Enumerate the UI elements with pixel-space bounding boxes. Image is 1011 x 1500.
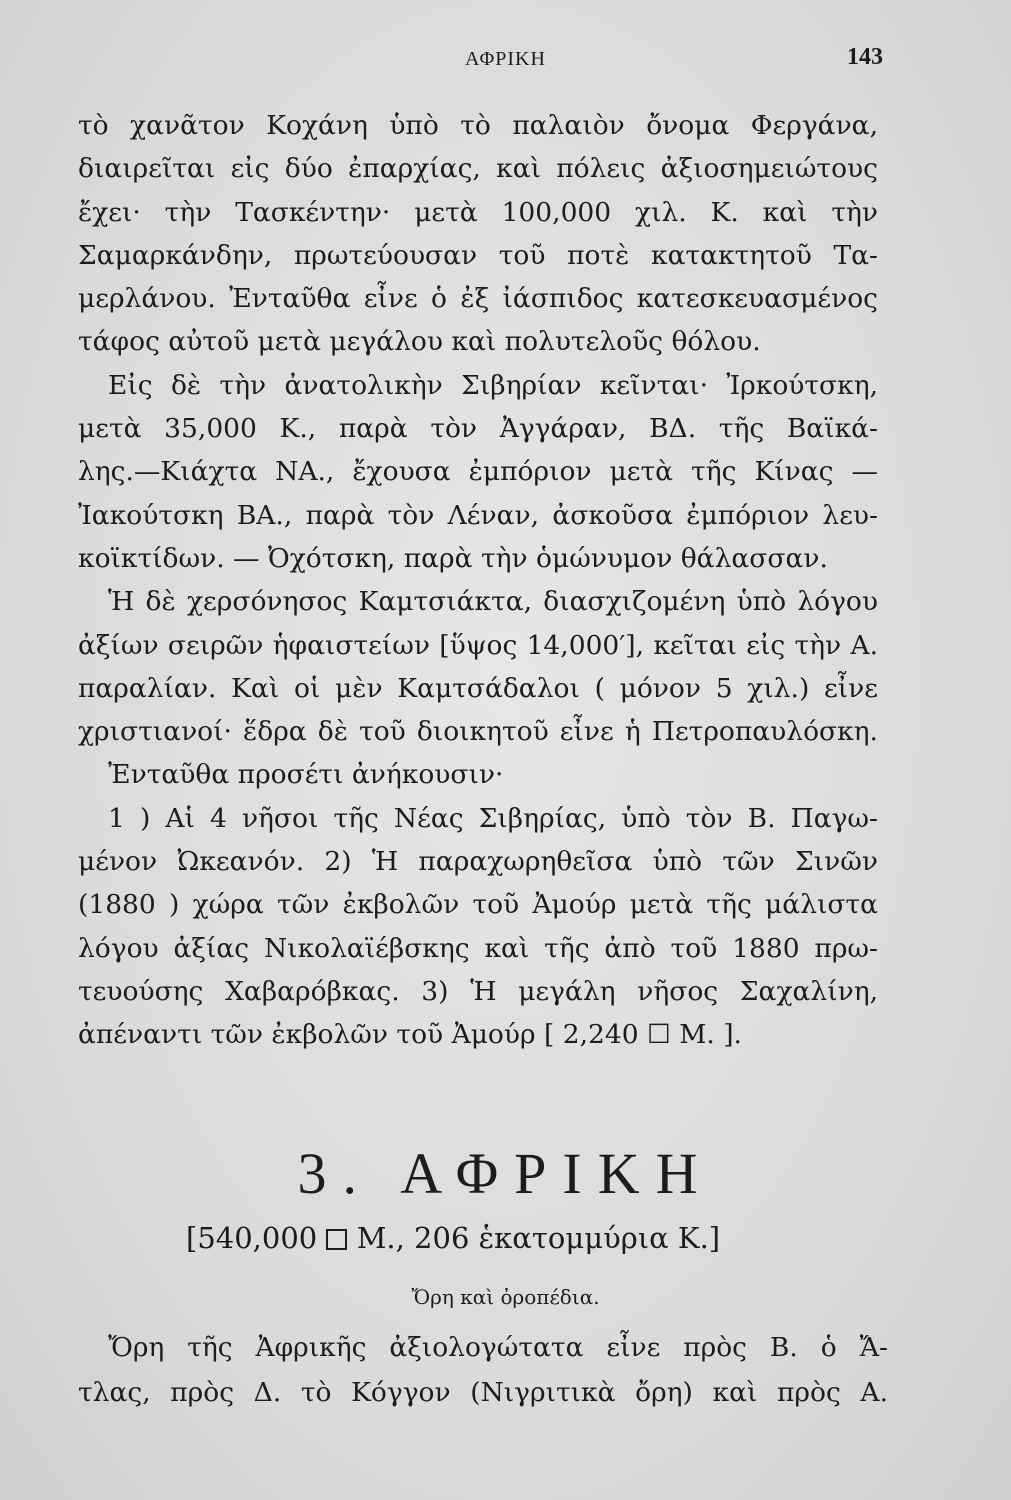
text-line: Ἰακούτσκη ΒΑ., παρὰ τὸν Λέναν, ἀσκοῦσα ἐμπόριον λευ- bbox=[78, 499, 878, 531]
text-line: τὸ χανᾶτον Κοχάνη ὑπὸ τὸ παλαιὸν ὄνομα Φεργάνα, bbox=[78, 110, 878, 141]
text-line: ἀπέναντι τῶν ἐκβολῶν τοῦ Ἀμούρ [ 2,240 ☐ Μ. ]. bbox=[78, 1019, 742, 1051]
section-text bbox=[78, 1325, 888, 1415]
page-number: 143 bbox=[847, 44, 883, 70]
text-line: μένον Ὠκεανόν. 2) Ἡ παραχωρηθεῖσα ὑπὸ τῶν Σινῶν bbox=[78, 846, 878, 878]
text-line: τάφος αὐτοῦ μετὰ μεγάλου καὶ πολυτελοῦς θόλου. bbox=[78, 326, 761, 358]
running-head bbox=[0, 44, 1011, 78]
text-line: ἔχει· τὴν Τασκέντην· μετὰ 100,000 χιλ. Κ. καὶ τὴν bbox=[78, 196, 878, 228]
running-head-title: ΑΦΡΙΚΗ bbox=[465, 48, 546, 70]
text-line: Σαμαρκάνδην, πρωτεύουσαν τοῦ ποτὲ κατακτητοῦ Τα- bbox=[78, 239, 878, 271]
text-line: Εἰς δὲ τὴν ἀνατολικὴν Σιβηρίαν κεῖνται· Ἰρκούτσκη, bbox=[108, 369, 878, 401]
section-population: Μ., 206 ἑκατομμύρια Κ.] bbox=[356, 1221, 721, 1255]
body-text bbox=[78, 104, 878, 1057]
section-area: [540,000 bbox=[186, 1221, 318, 1255]
text-line: μετὰ 35,000 Κ., παρὰ τὸν Ἀγγάραν, ΒΔ. τῆς Βαϊκά- bbox=[78, 413, 878, 445]
text-line: κοϊκτίδων. — Ὀχότσκη, παρὰ τὴν ὁμώνυμον θάλασσαν. bbox=[78, 542, 828, 574]
text-line: μερλάνου. Ἐνταῦθα εἶνε ὁ ἐξ ἰάσπιδος κατεσκευασμένος bbox=[78, 283, 878, 315]
section-subtitle bbox=[186, 1218, 786, 1258]
text-line: Ἡ δὲ χερσόνησος Καμτσιάκτα, διασχιζομένη ὑπὸ λόγου bbox=[108, 586, 878, 618]
subsection-heading: Ὄρη καὶ ὀροπέδια. bbox=[411, 1285, 600, 1309]
text-line: τευούσης Χαβαρόβκας. 3) Ἡ μεγάλη νῆσος Σαχαλίνη, bbox=[78, 975, 878, 1007]
text-line: (1880 ) χώρα τῶν ἐκβολῶν τοῦ Ἀμούρ μετὰ τῆς μάλιστα bbox=[78, 889, 878, 921]
text-line: ἀξίων σειρῶν ἡφαιστείων [ὕψος 14,000′], κεῖται εἰς τὴν Α. bbox=[78, 629, 878, 661]
text-line: 1 ) Αἱ 4 νῆσοι τῆς Νέας Σιβηρίας, ὑπὸ τὸν Β. Παγω- bbox=[108, 802, 878, 834]
text-line: Ὄρη τῆς Ἀφρικῆς ἀξιολογώτατα εἶνε πρὸς Β. ὁ Ἄ- bbox=[108, 1332, 888, 1363]
section-title: 3. ΑΦΡΙΚΗ bbox=[297, 1141, 714, 1206]
text-line: λόγου ἀξίας Νικολαϊέβσκης καὶ τῆς ἀπὸ τοῦ 1880 πρω- bbox=[78, 932, 878, 964]
square-symbol-icon bbox=[326, 1229, 347, 1250]
text-line: παραλίαν. Καὶ οἱ μὲν Καμτσάδαλοι ( μόνον 5 χιλ.) εἶνε bbox=[78, 672, 878, 704]
text-line: τλας, πρὸς Δ. τὸ Κόγγον (Νιγριτικὰ ὄρη) καὶ πρὸς Α. bbox=[78, 1377, 888, 1408]
text-line: διαιρεῖται εἰς δύο ἐπαρχίας, καὶ πόλεις ἀξιοσημειώτους bbox=[78, 153, 878, 185]
text-line: Ἐνταῦθα προσέτι ἀνήκουσιν· bbox=[108, 759, 504, 791]
text-line: χριστιανοί· ἕδρα δὲ τοῦ διοικητοῦ εἶνε ἡ Πετροπαυλόσκη. bbox=[78, 716, 878, 748]
text-line: λης.—Κιάχτα ΝΑ., ἔχουσα ἐμπόριον μετὰ τῆς Κίνας — bbox=[78, 456, 878, 488]
